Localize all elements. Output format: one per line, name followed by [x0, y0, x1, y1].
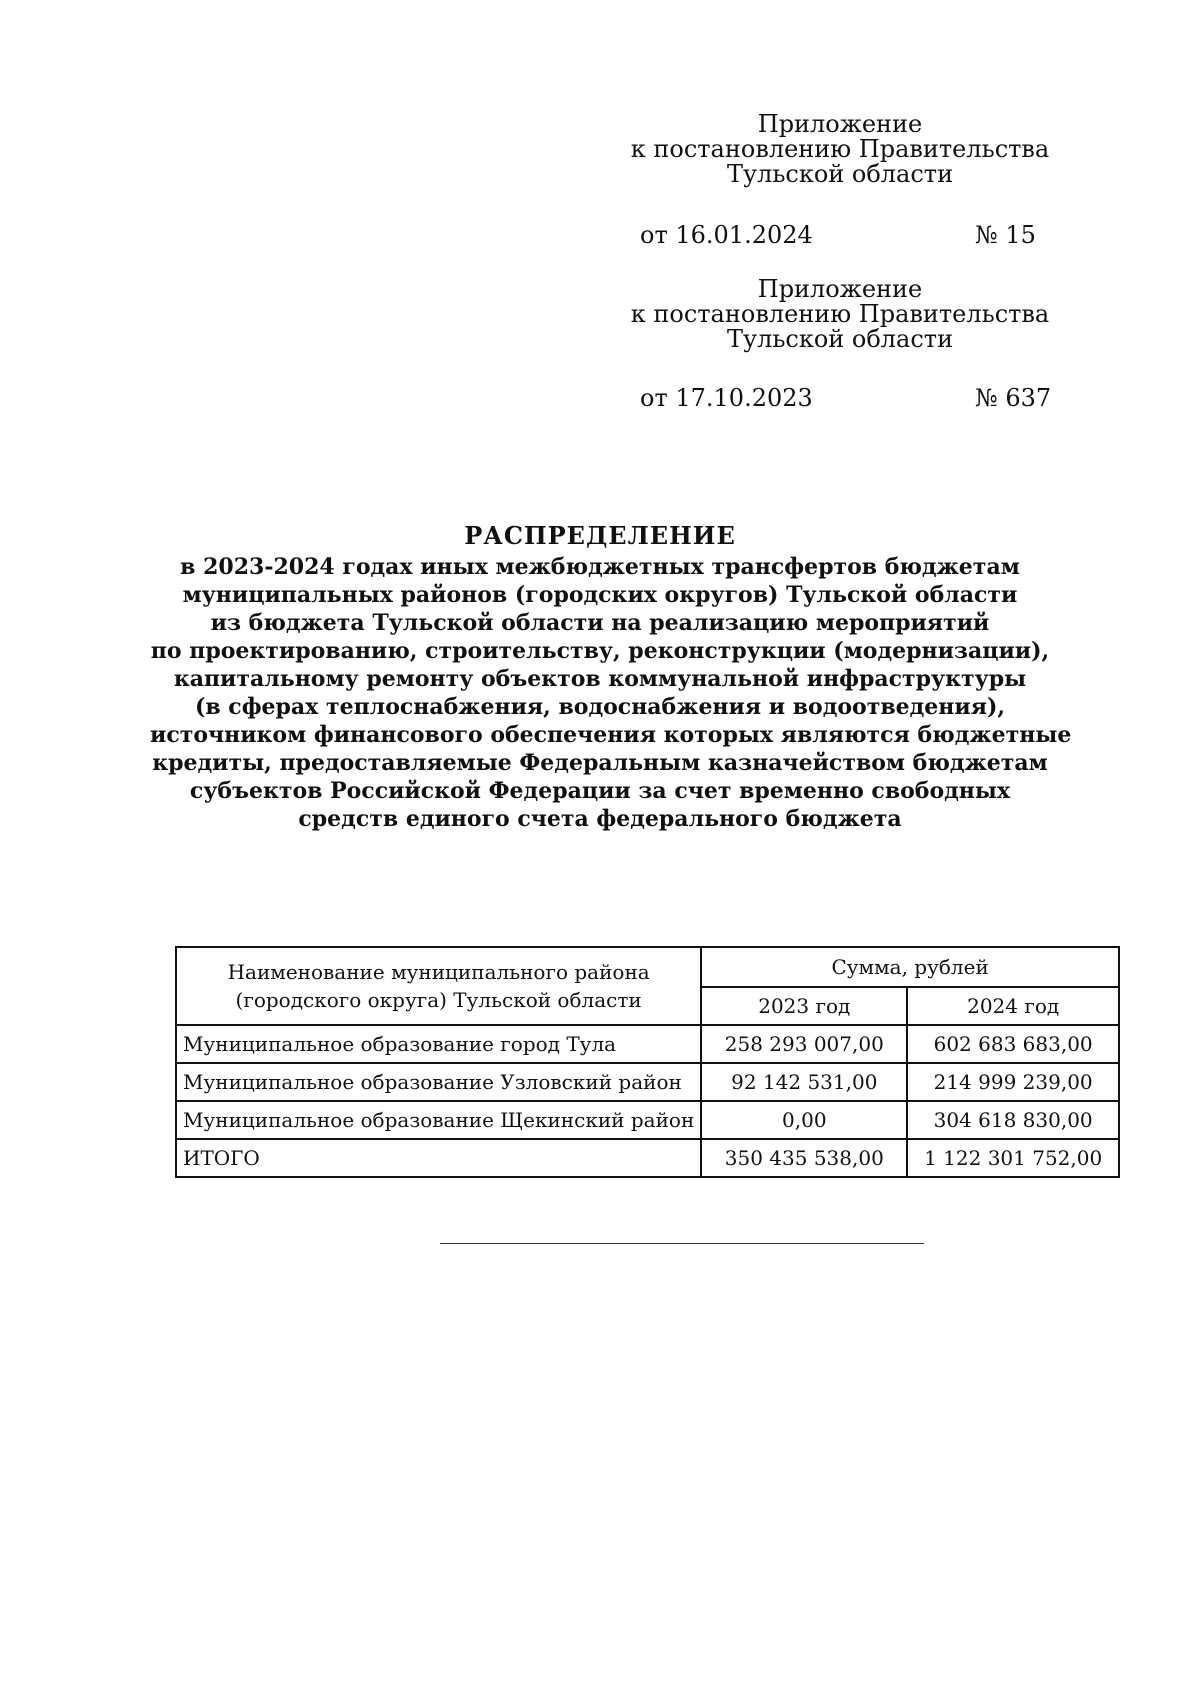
cell-amount-2024: 214 999 239,00: [907, 1063, 1119, 1101]
title-line: средств единого счета федерального бюджета: [298, 806, 902, 832]
cell-amount-2024: 304 618 830,00: [907, 1101, 1119, 1139]
cell-total-label: ИТОГО: [176, 1139, 701, 1177]
table-row: [176, 1101, 1119, 1139]
cell-total-2023: 350 435 538,00: [701, 1139, 907, 1177]
title-line: капитальному ремонту объектов коммунальной инфраструктуры: [173, 666, 1027, 692]
title-line: субъектов Российской Федерации за счет временно свободных: [189, 778, 1011, 804]
appendix-number: № 15: [975, 221, 1036, 249]
appendix-date: от 17.10.2023: [640, 384, 813, 412]
title-line: из бюджета Тульской области на реализацию мероприятий: [210, 610, 990, 636]
table-row: [176, 1063, 1119, 1101]
end-divider: [440, 1243, 924, 1244]
appendix-header-original: [600, 277, 1080, 352]
title-line: муниципальных районов (городских округов) Тульской области: [182, 582, 1018, 608]
column-header-2024: 2024 год: [907, 987, 1119, 1025]
title-heading: РАСПРЕДЕЛЕНИЕ: [464, 521, 736, 550]
appendix-resolution-line: к постановлению Правительства: [630, 135, 1050, 163]
distribution-table: [175, 946, 1120, 1178]
title-line: по проектированию, строительству, реконструкции (модернизации),: [150, 638, 1050, 664]
cell-amount-2024: 602 683 683,00: [907, 1025, 1119, 1063]
cell-total-2024: 1 122 301 752,00: [907, 1139, 1119, 1177]
table-row: [176, 1025, 1119, 1063]
column-header-municipality: Наименование муниципального района (городского округа) Тульской области: [176, 947, 701, 1025]
column-header-2023: 2023 год: [701, 987, 907, 1025]
appendix-region-line: Тульской области: [726, 160, 954, 188]
title-line: (в сферах теплоснабжения, водоснабжения и водоотведения),: [194, 694, 1006, 720]
cell-municipality: Муниципальное образование город Тула: [176, 1025, 701, 1063]
cell-municipality: Муниципальное образование Щекинский район: [176, 1101, 701, 1139]
appendix-number: № 637: [975, 384, 1052, 412]
title-line: кредиты, предоставляемые Федеральным казначейством бюджетам: [152, 750, 1048, 776]
cell-amount-2023: 0,00: [701, 1101, 907, 1139]
table-total-row: [176, 1139, 1119, 1177]
appendix-title: Приложение: [757, 110, 923, 138]
appendix-header-current: [600, 112, 1080, 187]
cell-amount-2023: 258 293 007,00: [701, 1025, 907, 1063]
appendix-region-line: Тульской области: [726, 325, 954, 353]
appendix-date: от 16.01.2024: [640, 221, 813, 249]
title-line: в 2023-2024 годах иных межбюджетных трансфертов бюджетам: [180, 554, 1020, 580]
appendix-title: Приложение: [757, 275, 923, 303]
cell-amount-2023: 92 142 531,00: [701, 1063, 907, 1101]
column-header-sum: Сумма, рублей: [701, 947, 1119, 987]
cell-municipality: Муниципальное образование Узловский район: [176, 1063, 701, 1101]
document-title: [150, 521, 1072, 833]
table-header-row: [176, 947, 1119, 987]
appendix-resolution-line: к постановлению Правительства: [630, 300, 1050, 328]
title-line: источником финансового обеспечения которых являются бюджетные: [150, 722, 1072, 748]
